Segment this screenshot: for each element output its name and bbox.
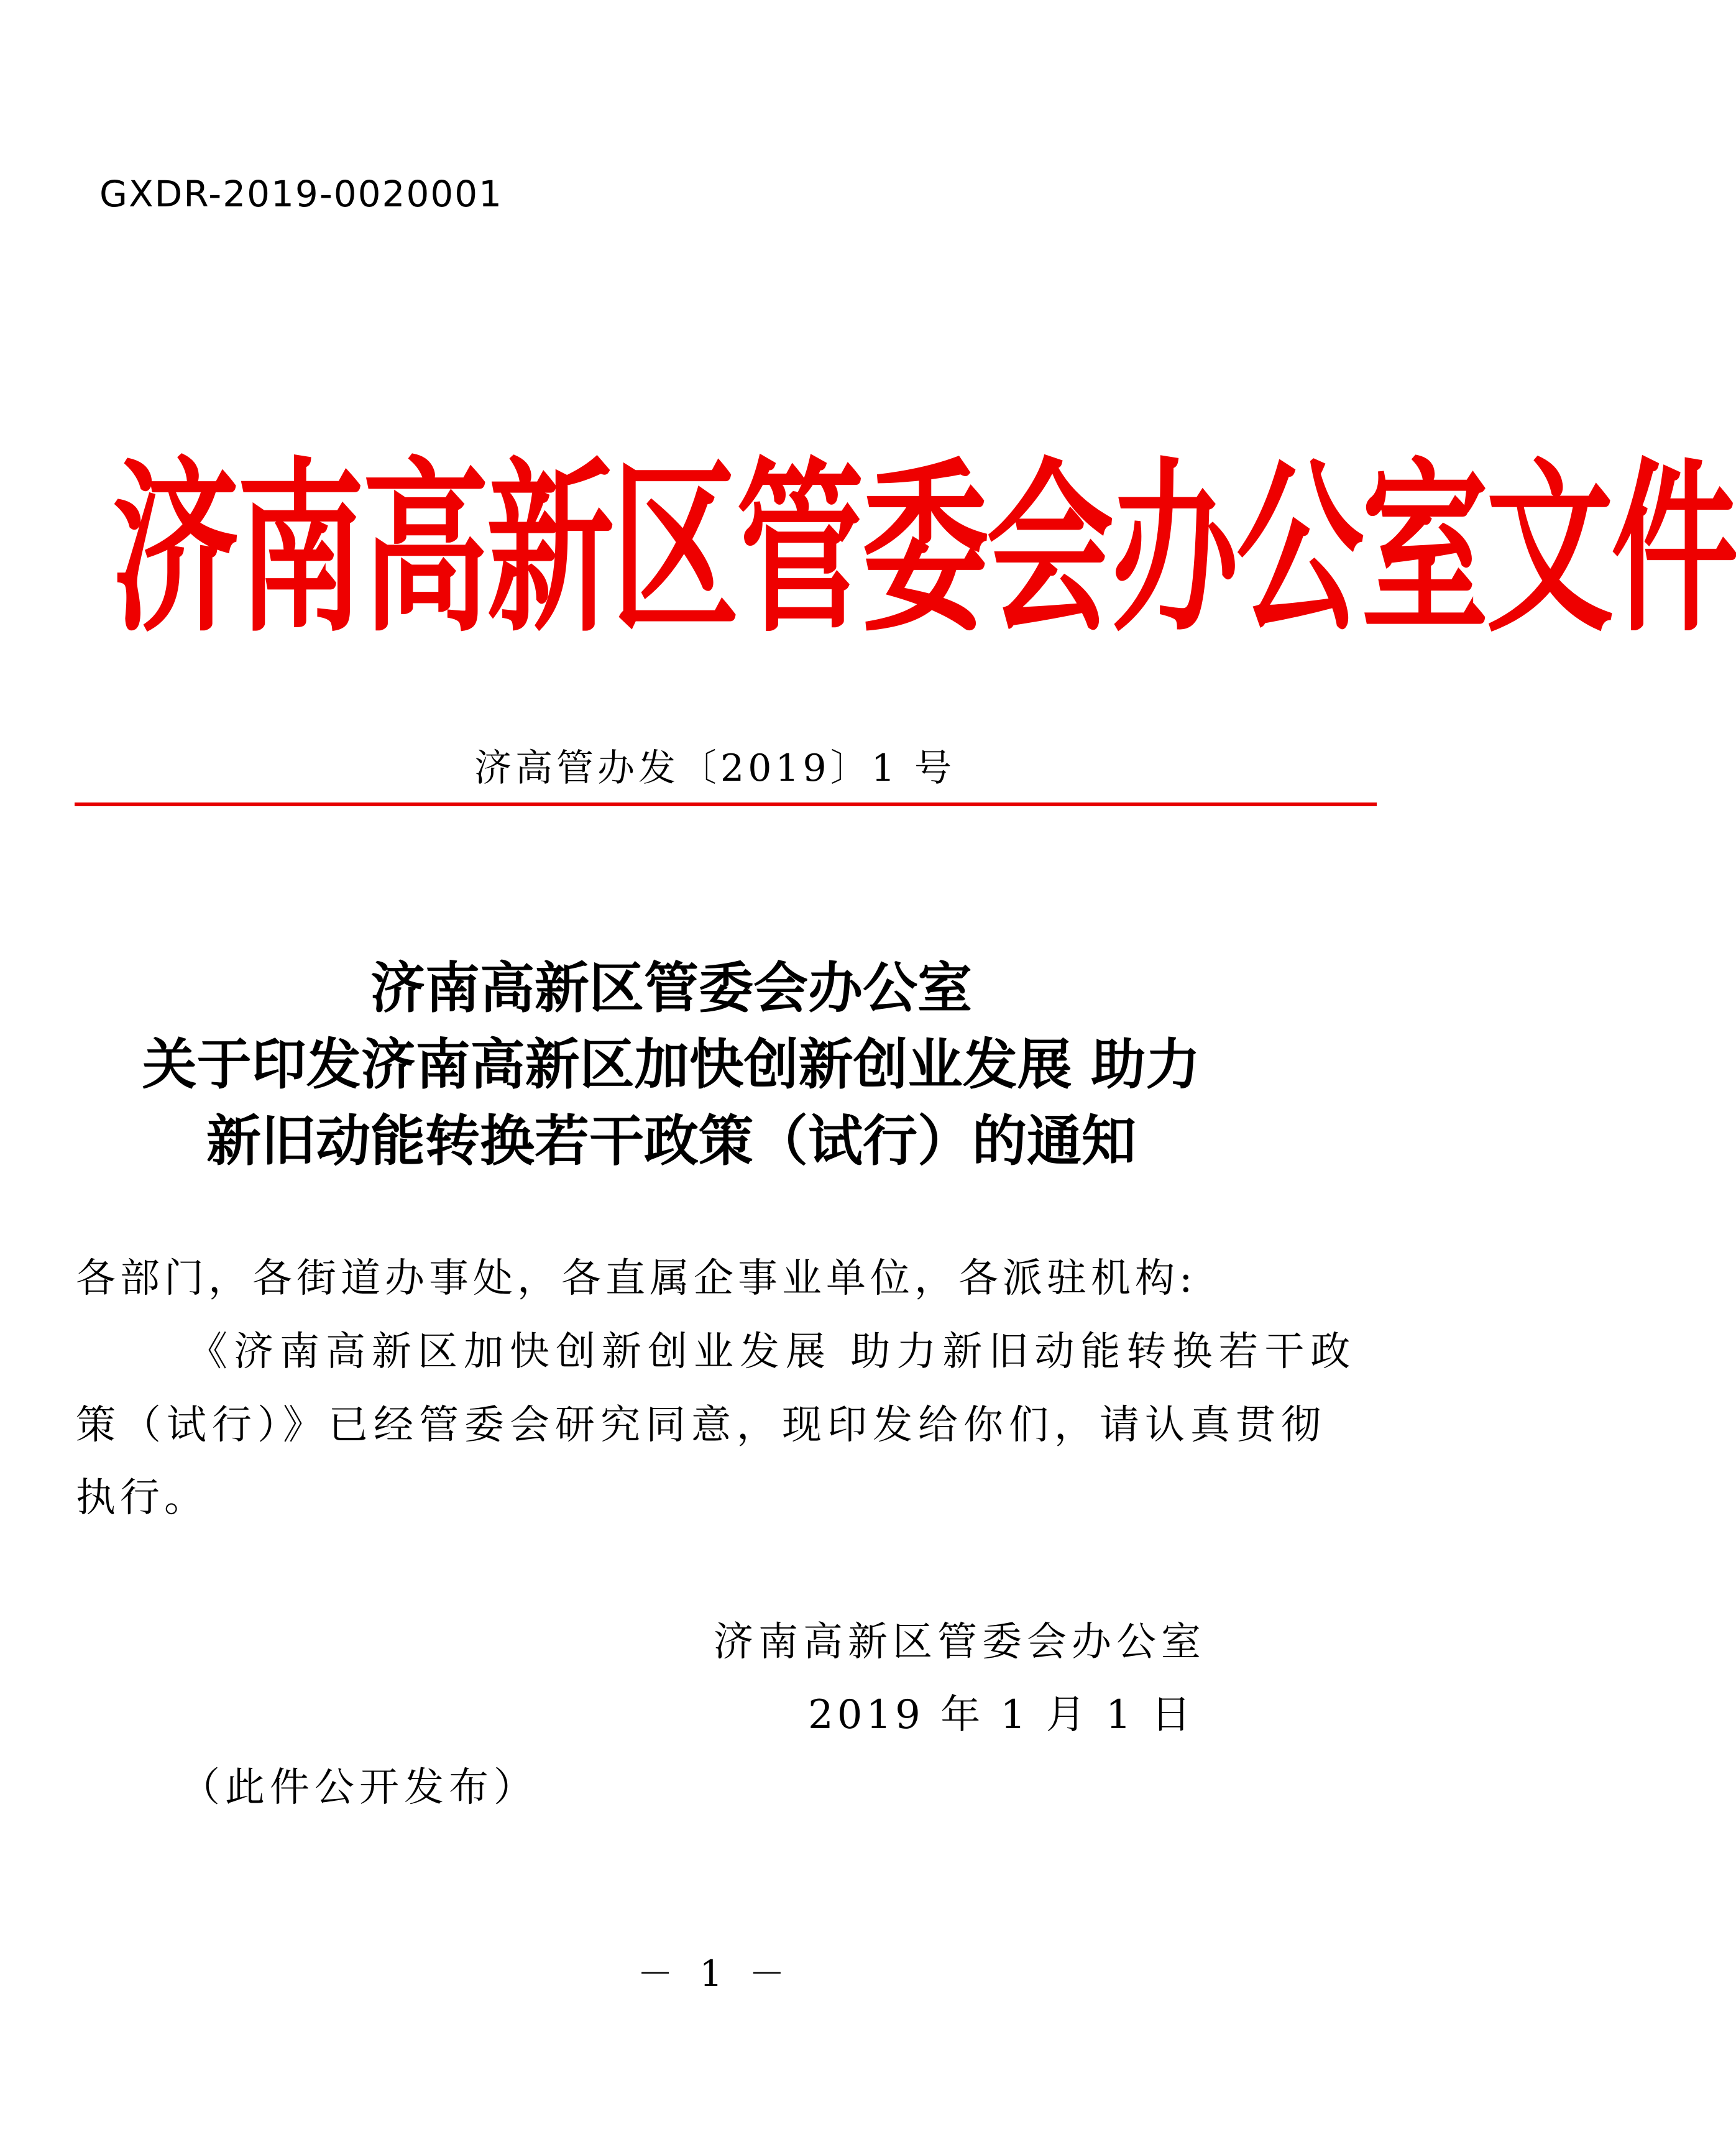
- red-masthead: 济南高新区管委会办公室文件: [112, 443, 1736, 658]
- body-line-3: 执行。: [76, 1475, 208, 1521]
- addressee-line: 各部门，各街道办事处，各直属企事业单位，各派驻机构:: [76, 1256, 1197, 1302]
- red-separator-line: [75, 802, 1377, 806]
- page-number: － 1 －: [637, 1952, 792, 1995]
- signing-date: 2019 年 1 月 1 日: [808, 1692, 1195, 1738]
- title-line-2: 关于印发济南高新区加快创新创业发展 助力: [142, 1032, 1201, 1097]
- body-line-2: 策（试行）》已经管委会研究同意，现印发给你们，请认真贯彻: [76, 1402, 1326, 1448]
- public-release-note: （此件公开发布）: [180, 1765, 538, 1811]
- document-number: 济高管办发〔2019〕1 号: [474, 747, 955, 790]
- document-code: GXDR-2019-0020001: [99, 173, 503, 215]
- title-line-1: 济南高新区管委会办公室: [370, 955, 972, 1020]
- signing-organization: 济南高新区管委会办公室: [714, 1619, 1206, 1665]
- body-line-1: 《济南高新区加快创新创业发展 助力新旧动能转换若干政: [188, 1329, 1357, 1375]
- title-line-3: 新旧动能转换若干政策（试行）的通知: [206, 1108, 1136, 1173]
